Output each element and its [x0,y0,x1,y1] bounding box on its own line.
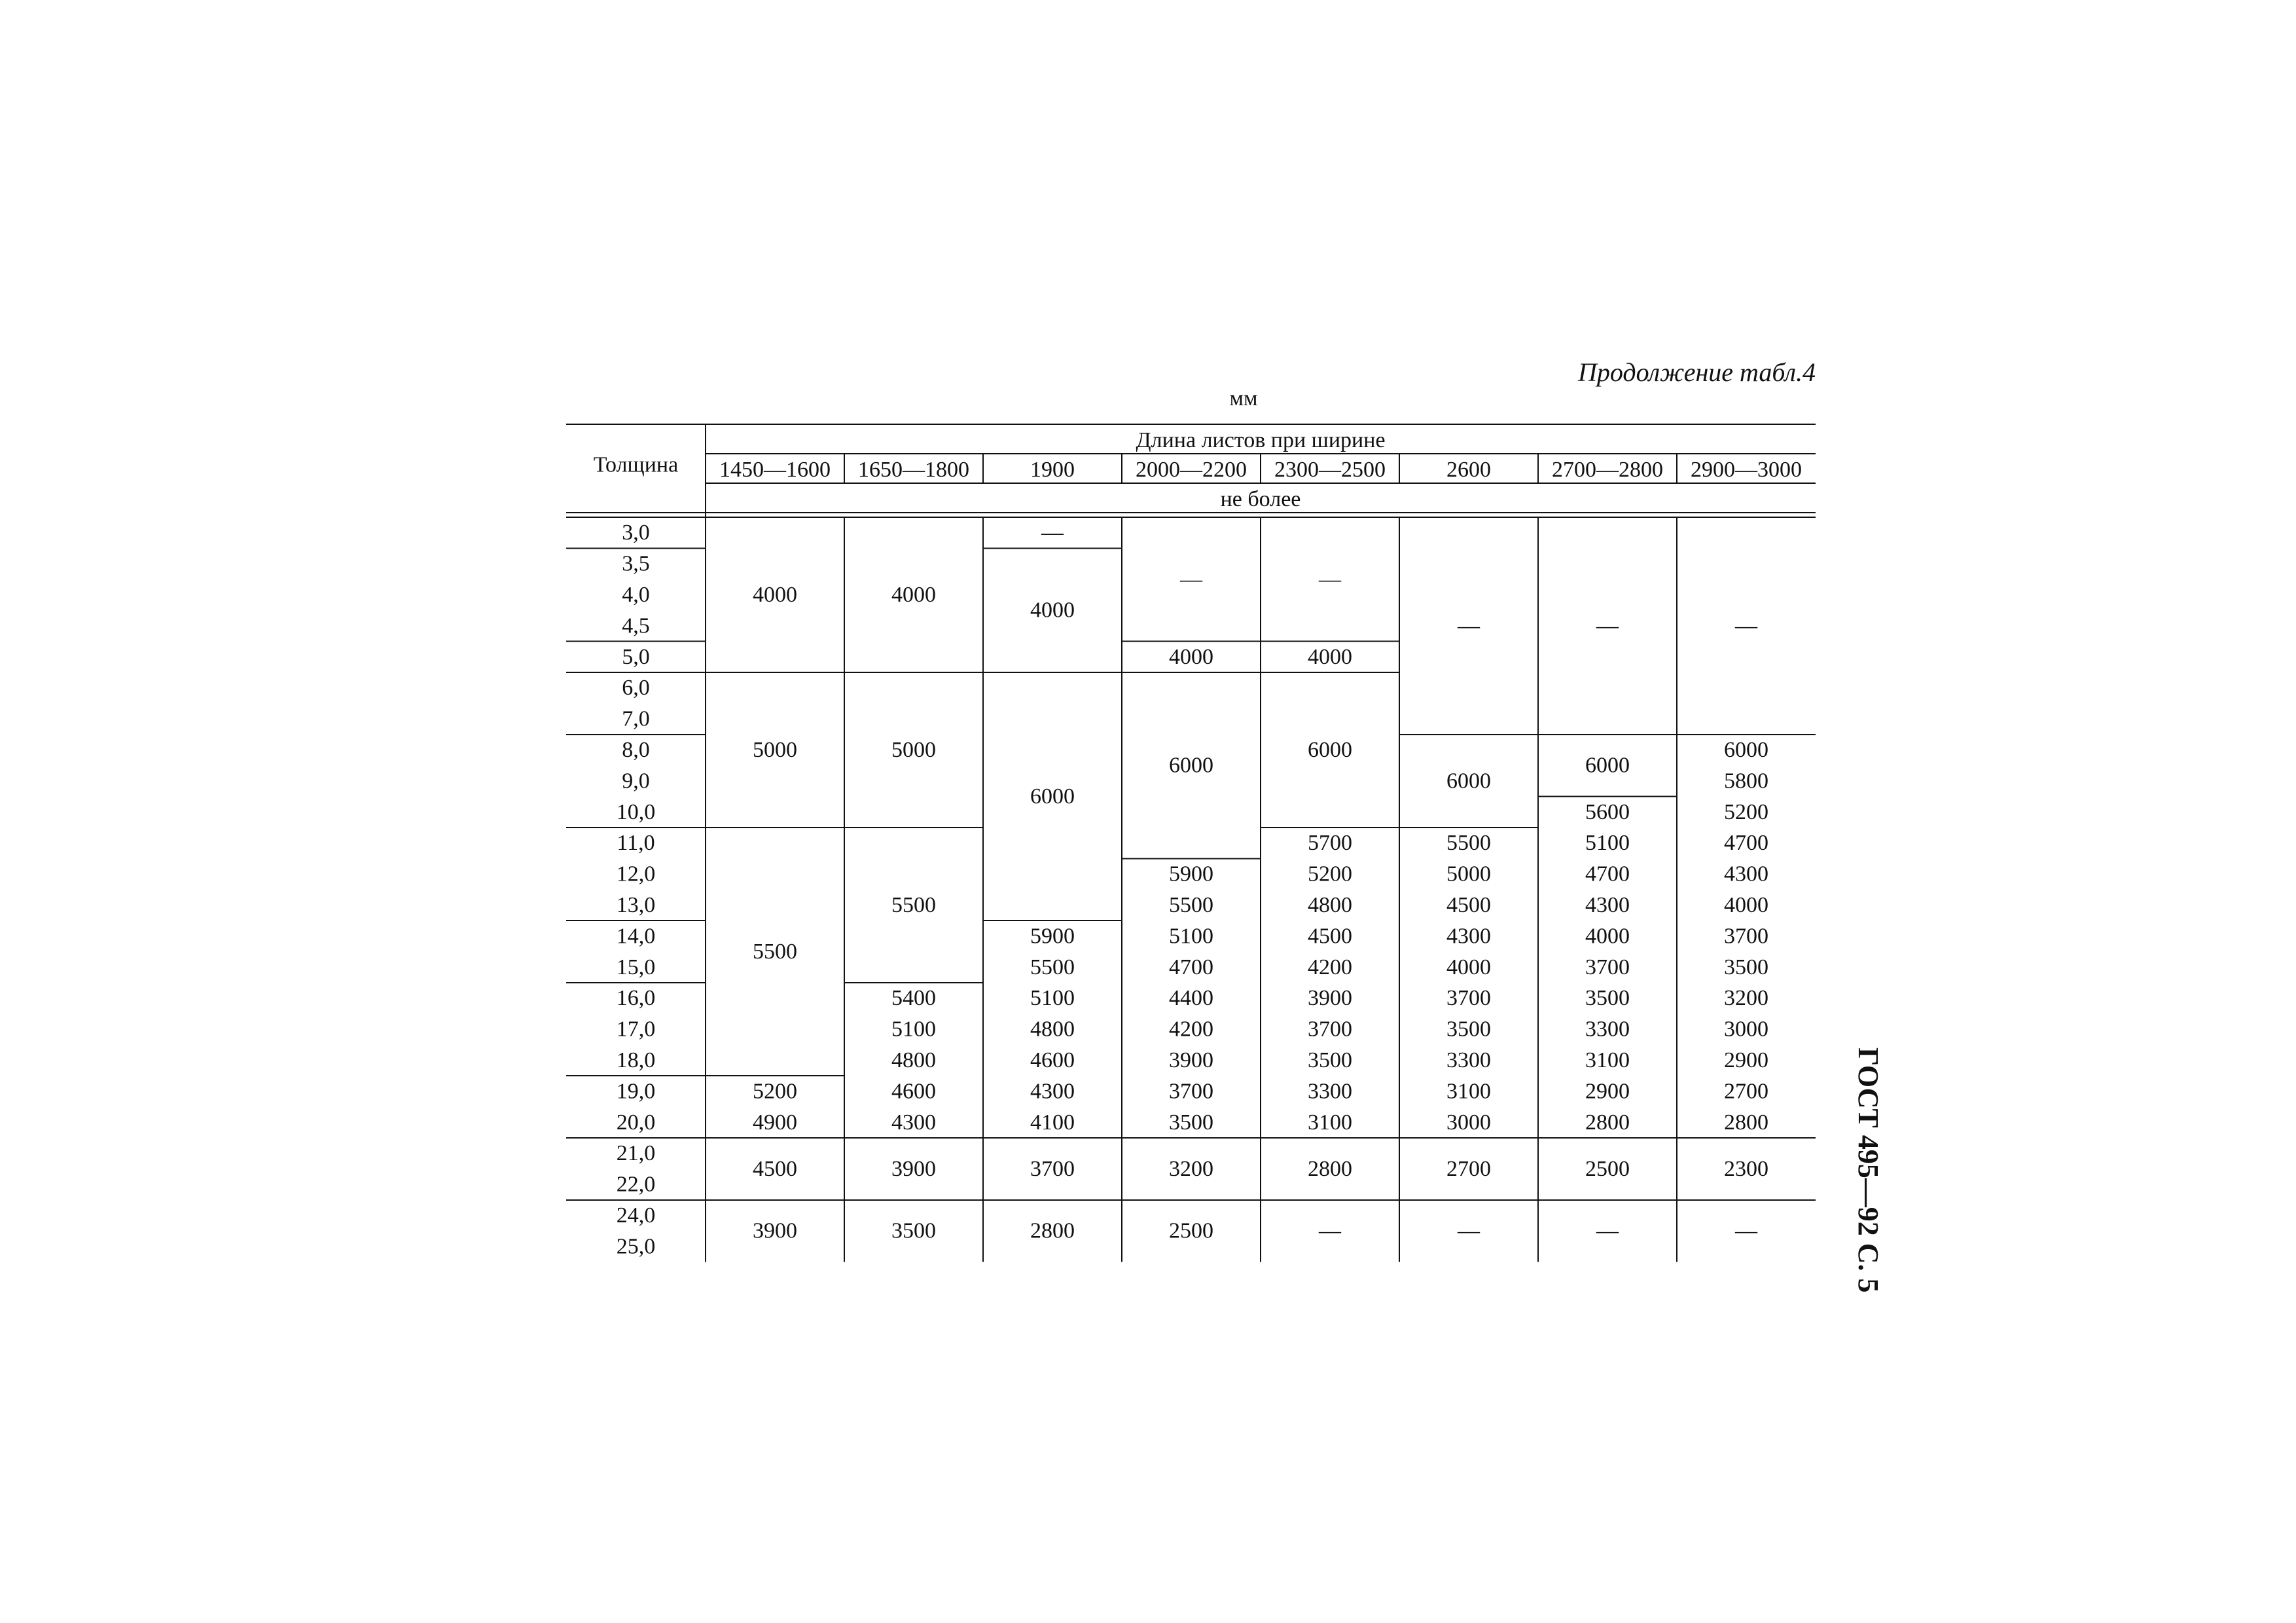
cell-value: — [1180,567,1202,592]
cell-value: 4600 [1030,1048,1075,1072]
thickness-value: 10,0 [616,799,656,824]
cell-value: 3900 [1169,1048,1213,1072]
cell-value: 3700 [1169,1079,1213,1104]
cell-value: 2500 [1585,1156,1630,1181]
thickness-value: 11,0 [617,831,655,856]
thickness-value: 19,0 [616,1079,656,1104]
cell-value: 3500 [891,1218,936,1243]
cell-value: — [1319,1218,1341,1243]
cell-value: 5900 [1169,862,1213,886]
cell-value: 3500 [1169,1110,1213,1135]
cell-value: — [1319,567,1341,592]
cell-value: 2700 [1724,1079,1768,1104]
cell-value: 4300 [1446,924,1491,949]
cell-value: 6000 [1724,738,1768,762]
cell-value: 4200 [1169,1017,1213,1042]
width-header-1: 1650—1800 [858,458,969,482]
thickness-value: 7,0 [622,706,650,731]
cell-value: 2700 [1446,1156,1491,1181]
cell-value: 3700 [1585,955,1630,979]
cell-value: 4500 [1446,893,1491,917]
cell-value: 4800 [1308,893,1352,917]
cell-value: 6000 [1446,769,1491,793]
thickness-value: 20,0 [616,1110,656,1135]
width-header-6: 2700—2800 [1552,458,1663,482]
thickness-value: 4,0 [622,583,650,607]
cell-value: 5100 [1585,831,1630,856]
width-header-7: 2900—3000 [1691,458,1802,482]
cell-value: 4000 [891,583,936,607]
cell-value: 6000 [1169,753,1213,778]
cell-value: 3100 [1585,1048,1630,1072]
thickness-value: 3,5 [622,551,650,576]
cell-value: 2800 [1308,1156,1352,1181]
width-header-2: 1900 [1030,458,1075,482]
cell-value: 4800 [1030,1017,1075,1042]
cell-value: 3300 [1446,1048,1491,1072]
subhead-not-more: не более [1220,487,1301,511]
cell-value: 4000 [1446,955,1491,979]
cell-value: 5500 [1446,831,1491,856]
thickness-value: 13,0 [616,893,656,917]
thickness-value: 22,0 [616,1172,656,1197]
thickness-value: 16,0 [616,986,656,1011]
cell-value: 5600 [1585,799,1630,824]
cell-value: 6000 [1585,753,1630,778]
cell-value: 4100 [1030,1110,1075,1135]
length-group-header: Длина листов при ширине [1136,428,1386,452]
cell-value: — [1596,613,1619,638]
width-header-3: 2000—2200 [1136,458,1247,482]
cell-value: 5400 [891,986,936,1011]
cell-value: 6000 [1308,738,1352,762]
cell-value: — [1596,1218,1619,1243]
cell-value: — [1041,520,1064,545]
cell-value: 5500 [1169,893,1213,917]
thickness-value: 3,0 [622,520,650,545]
thickness-value: 15,0 [616,955,656,979]
cell-value: — [1735,1218,1757,1243]
cell-value: 3700 [1308,1017,1352,1042]
cell-value: 4000 [1724,893,1768,917]
cell-value: 2300 [1724,1156,1768,1181]
cell-value: 4000 [753,583,797,607]
cell-value: 5800 [1724,769,1768,793]
cell-value: 4600 [891,1079,936,1104]
thickness-value: 5,0 [622,644,650,669]
table-caption: Продолжение табл.4 [1577,357,1816,387]
cell-value: 5100 [1030,986,1075,1011]
thickness-value: 25,0 [616,1234,656,1259]
thickness-value: 21,0 [616,1141,656,1166]
cell-value: 2500 [1169,1218,1213,1243]
thickness-header: Толщина [593,452,679,477]
thickness-value: 4,5 [622,613,650,638]
cell-value: 5000 [891,738,936,762]
cell-value: 4500 [753,1156,797,1181]
cell-value: 5500 [753,939,797,964]
cell-value: 3200 [1724,986,1768,1011]
cell-value: 3000 [1446,1110,1491,1135]
cell-value: 3900 [891,1156,936,1181]
width-header-0: 1450—1600 [719,458,831,482]
cell-value: 4300 [1030,1079,1075,1104]
cell-value: 4300 [891,1110,936,1135]
cell-value: 5900 [1030,924,1075,949]
cell-value: 3500 [1724,955,1768,979]
cell-value: 4400 [1169,986,1213,1011]
cell-value: 3500 [1446,1017,1491,1042]
thickness-value: 12,0 [616,862,656,886]
cell-value: 4700 [1169,955,1213,979]
width-header-4: 2300—2500 [1274,458,1386,482]
cell-value: 4700 [1585,862,1630,886]
cell-value: — [1458,1218,1480,1243]
cell-value: 5000 [753,738,797,762]
cell-value: 3500 [1585,986,1630,1011]
cell-value: 2800 [1030,1218,1075,1243]
cell-value: — [1458,613,1480,638]
thickness-value: 14,0 [616,924,656,949]
cell-value: 3300 [1585,1017,1630,1042]
cell-value: 4000 [1169,644,1213,669]
cell-value: 2800 [1724,1110,1768,1135]
cell-value: 4800 [891,1048,936,1072]
cell-value: 2800 [1585,1110,1630,1135]
cell-value: 5000 [1446,862,1491,886]
cell-value: 5100 [891,1017,936,1042]
cell-value: 5100 [1169,924,1213,949]
cell-value: 4000 [1030,598,1075,623]
cell-value: — [1735,613,1757,638]
cell-value: 3100 [1308,1110,1352,1135]
cell-value: 5700 [1308,831,1352,856]
cell-value: 4000 [1308,644,1352,669]
cell-value: 4300 [1585,893,1630,917]
cell-value: 4700 [1724,831,1768,856]
cell-value: 4200 [1308,955,1352,979]
cell-value: 5200 [753,1079,797,1104]
cell-value: 5500 [1030,955,1075,979]
thickness-value: 24,0 [616,1203,656,1228]
thickness-value: 9,0 [622,769,650,793]
cell-value: 3300 [1308,1079,1352,1104]
cell-value: 3700 [1724,924,1768,949]
cell-value: 2900 [1585,1079,1630,1104]
cell-value: 3900 [1308,986,1352,1011]
cell-value: 4000 [1585,924,1630,949]
cell-value: 5200 [1308,862,1352,886]
cell-value: 5500 [891,893,936,917]
cell-value: 3100 [1446,1079,1491,1104]
cell-value: 5200 [1724,799,1768,824]
cell-value: 4300 [1724,862,1768,886]
cell-value: 3200 [1169,1156,1213,1181]
thickness-value: 17,0 [616,1017,656,1042]
width-header-5: 2600 [1446,458,1491,482]
cell-value: 2900 [1724,1048,1768,1072]
thickness-value: 18,0 [616,1048,656,1072]
unit-label: мм [1229,386,1258,410]
cell-value: 4500 [1308,924,1352,949]
cell-value: 3500 [1308,1048,1352,1072]
gost-page-label: ГОСТ 495—92 С. 5 [1852,1048,1884,1293]
thickness-value: 8,0 [622,738,650,762]
cell-value: 3700 [1030,1156,1075,1181]
cell-value: 3000 [1724,1017,1768,1042]
thickness-value: 6,0 [622,676,650,701]
cell-value: 3900 [753,1218,797,1243]
cell-value: 4900 [753,1110,797,1135]
cell-value: 3700 [1446,986,1491,1011]
cell-value: 6000 [1030,784,1075,809]
